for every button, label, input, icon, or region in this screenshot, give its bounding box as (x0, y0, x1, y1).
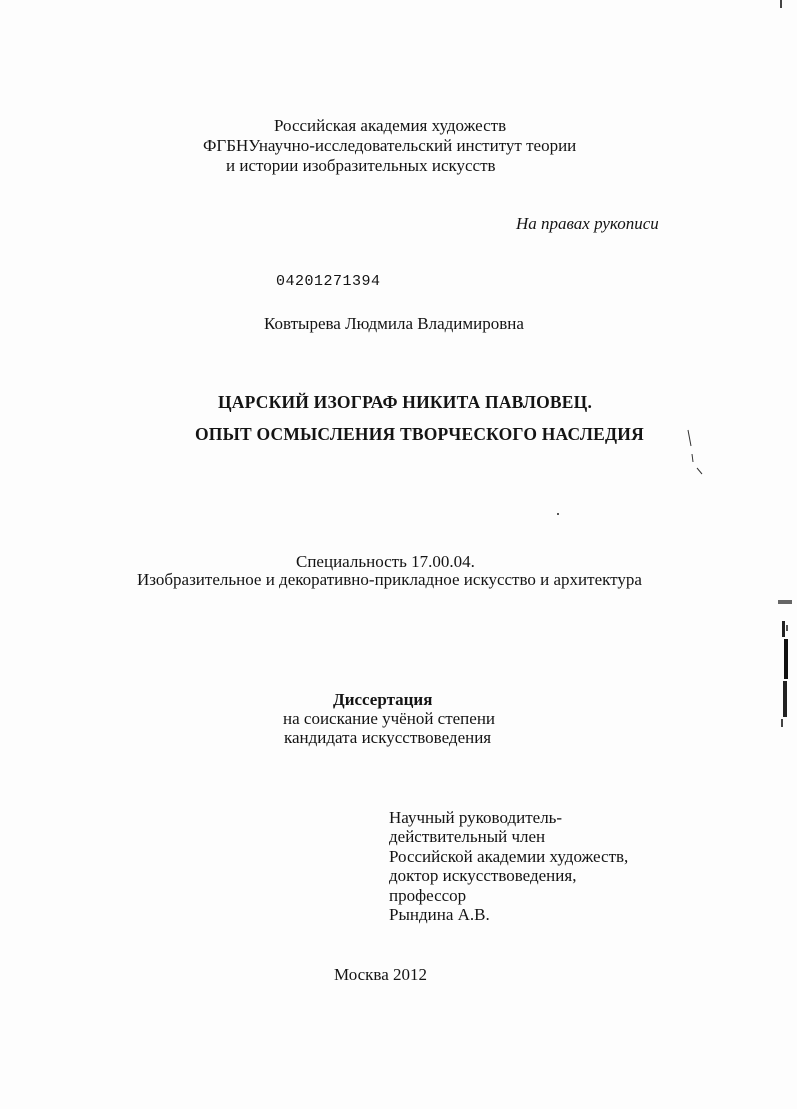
author-name: Ковтырева Людмила Владимировна (264, 314, 524, 333)
supervisor-line-4: доктор искусствоведения, (389, 866, 577, 885)
specialty-code: Специальность 17.00.04. (296, 552, 475, 571)
degree-line-2: кандидата искусствоведения (284, 728, 492, 747)
title-line-1: ЦАРСКИЙ ИЗОГРАФ НИКИТА ПАВЛОВЕЦ. (218, 392, 593, 412)
degree-heading: Диссертация (333, 690, 433, 709)
supervisor-line-1: Научный руководитель- (389, 808, 563, 827)
supervisor-line-6: Рындина А.В. (389, 905, 490, 924)
scan-artifact-stroke (684, 428, 706, 478)
supervisor-line-3: Российской академии художеств, (389, 847, 629, 866)
title-line-2: ОПЫТ ОСМЫСЛЕНИЯ ТВОРЧЕСКОГО НАСЛЕДИЯ (195, 424, 644, 444)
place-year: Москва 2012 (334, 965, 428, 984)
header-academy: Российская академия художеств (274, 116, 507, 135)
header-institute: ФГБНУнаучно-исследовательский институт теории (203, 136, 577, 155)
specialty-name: Изобразительное и декоративно-прикладное искусство и архитектура (137, 570, 642, 589)
header-institute-cont: и истории изобразительных искусств (226, 156, 496, 175)
scan-artifact-dot (557, 513, 559, 515)
registration-number: 04201271394 (276, 273, 381, 290)
degree-line-1: на соискание учёной степени (283, 709, 496, 728)
scan-artifact-edge-marks (774, 615, 794, 735)
scan-artifact-top-corner (780, 0, 782, 8)
supervisor-line-5: профессор (389, 886, 467, 905)
scan-artifact-edge-strip (778, 600, 792, 604)
rights-note: На правах рукописи (516, 214, 659, 233)
supervisor-line-2: действительный член (389, 827, 546, 846)
